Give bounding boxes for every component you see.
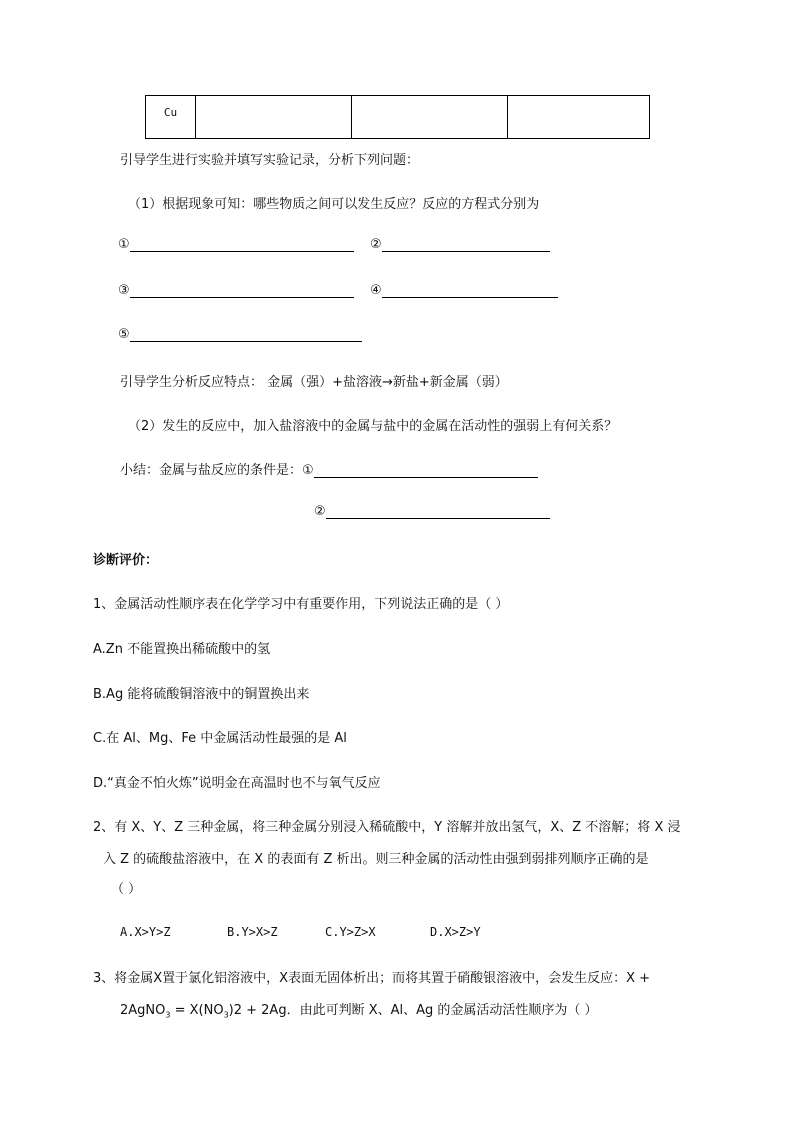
problem-1-stem: 1、金属活动性顺序表在化学学习中有重要作用，下列说法正确的是（ ）	[93, 597, 509, 612]
blank-line[interactable]	[130, 237, 354, 252]
guide-text-1: 引导学生进行实验并填写实验记录，分析下列问题：	[120, 153, 420, 168]
table-cell	[508, 96, 649, 138]
blank-line[interactable]	[382, 283, 558, 298]
blank-line[interactable]	[314, 463, 538, 478]
blank-line[interactable]	[326, 504, 550, 519]
problem-1-option-d: D.“真金不怕火炼”说明金在高温时也不与氧气反应	[93, 776, 381, 791]
problem-3-line-2	[120, 999, 598, 1020]
circle-4-icon: ④	[370, 283, 382, 298]
circle-3-icon: ③	[118, 283, 130, 298]
answer-line-1	[118, 237, 354, 252]
problem-2-line-2: 入 Z 的硫酸盐溶液中，在 X 的表面有 Z 析出。则三种金属的活动性由强到弱排列顺序正确的是	[103, 852, 649, 867]
circle-1-icon: ①	[118, 237, 130, 252]
answer-line-4	[370, 283, 558, 298]
blank-line[interactable]	[130, 327, 362, 342]
circle-2-icon: ②	[370, 237, 382, 252]
circle-2-icon: ②	[314, 504, 326, 519]
problem-2-line-1: 2、有 X、Y、Z 三种金属，将三种金属分别浸入稀硫酸中，Y 溶解并放出氢气，X、Z 不溶解；将 X 浸	[93, 820, 681, 835]
table-cell	[352, 96, 508, 138]
formula-part: )2 + 2Ag．由此可判断 X、Al、Ag 的金属活动活性顺序为（ ）	[228, 1003, 598, 1018]
table-cell	[196, 96, 352, 138]
problem-1-option-c: C.在 Al、Mg、Fe 中金属活动性最强的是 Al	[93, 731, 347, 746]
summary-line-1	[120, 459, 538, 478]
summary-label: 小结：金属与盐反应的条件是：①	[120, 463, 314, 478]
section-heading: 诊断评价：	[93, 553, 159, 568]
circle-5-icon: ⑤	[118, 327, 130, 342]
problem-2-line-3: （ ）	[111, 882, 142, 897]
blank-line[interactable]	[382, 237, 550, 252]
guide-text-2: 引导学生分析反应特点： 金属（强）+盐溶液→新盐+新金属（弱）	[120, 375, 508, 390]
answer-line-5	[118, 327, 362, 342]
question-2: （2）发生的反应中，加入盐溶液中的金属与盐中的金属在活动性的强弱上有何关系？	[128, 419, 618, 434]
formula-part: 2AgNO	[120, 1003, 166, 1018]
problem-1-option-a: A.Zn 不能置换出稀硫酸中的氢	[93, 642, 271, 657]
table-row-label: Cu	[146, 96, 196, 138]
problem-2-option-b: B.Y>X>Z	[227, 925, 278, 939]
subscript: 3	[165, 1010, 171, 1020]
subscript: 3	[223, 1010, 229, 1020]
answer-line-3	[118, 283, 354, 298]
problem-2-option-a: A.X>Y>Z	[120, 925, 171, 939]
experiment-table	[145, 95, 650, 139]
answer-line-2	[370, 237, 550, 252]
problem-3-line-1: 3、将金属X置于氯化铝溶液中，X表面无固体析出；而将其置于硝酸银溶液中，会发生反应：X +	[93, 971, 651, 986]
summary-line-2	[314, 504, 550, 519]
problem-2-option-d: D.X>Z>Y	[430, 925, 481, 939]
problem-1-option-b: B.Ag 能将硫酸铜溶液中的铜置换出来	[93, 687, 310, 702]
problem-2-option-c: C.Y>Z>X	[325, 925, 376, 939]
blank-line[interactable]	[130, 283, 354, 298]
formula-part: = X(NO	[170, 1003, 224, 1018]
question-1: （1）根据现象可知：哪些物质之间可以发生反应？反应的方程式分别为	[128, 197, 540, 212]
